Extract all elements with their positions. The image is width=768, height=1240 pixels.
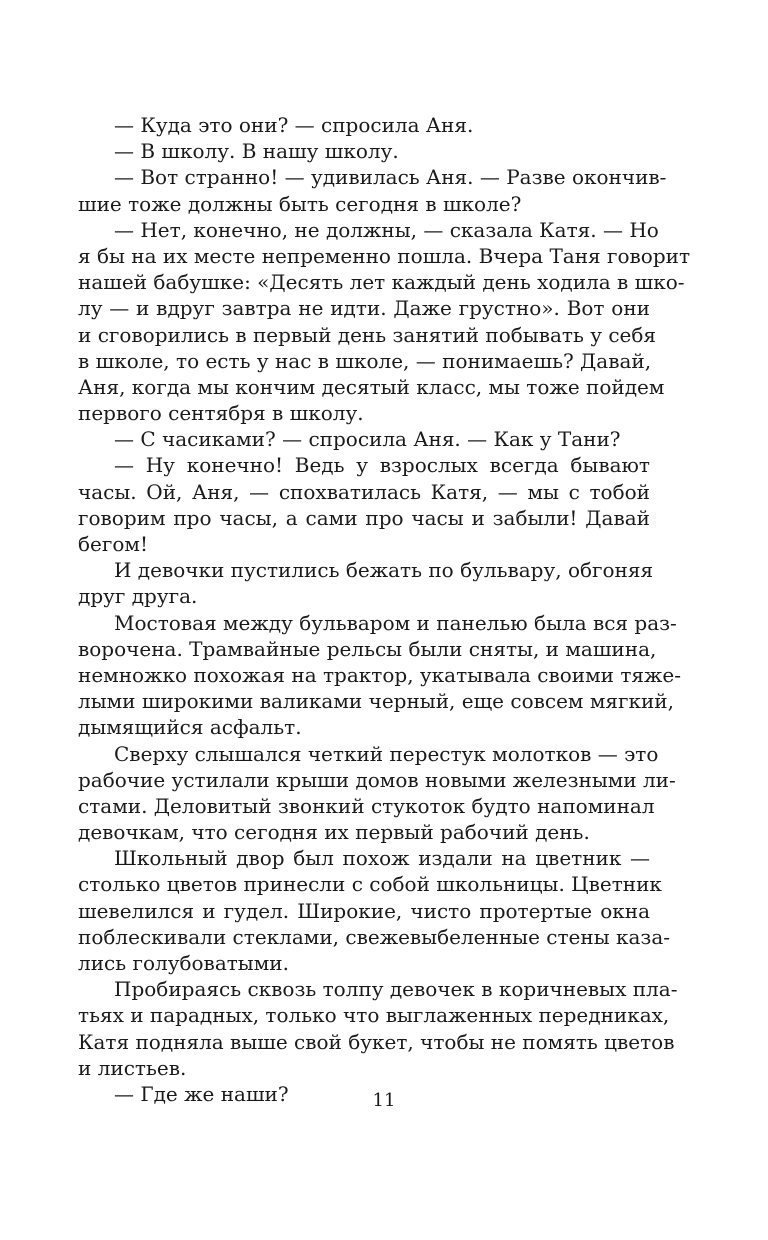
paragraph — [78, 741, 676, 846]
text-line: столько цветов принесли с собой школьницы. Цветник — [78, 872, 662, 897]
text-line: Катя подняла выше свой букет, чтобы не помять цветов — [78, 1029, 675, 1054]
text-line: — Где же наши? — [114, 1081, 289, 1106]
text-line: бегом! — [78, 532, 148, 556]
text-line: первого сентября в школу. — [78, 401, 364, 426]
text-line: Аня, когда мы кончим десятый класс, мы тоже пойдем — [78, 374, 665, 399]
text-line: и сговорились в первый день занятий побывать у себя — [78, 322, 657, 347]
paragraph — [78, 976, 678, 1081]
text-line: — С часиками? — спросила Аня. — Как у Тани? — [114, 427, 621, 452]
paragraph — [78, 845, 671, 976]
text-line: девочкам, что сегодня их первый рабочий день. — [78, 820, 590, 845]
text-line: рабочие устилали крыши домов новыми железными ли- — [78, 767, 676, 792]
text-line: Пробираясь сквозь толпу девочек в коричневых пла- — [114, 977, 678, 1002]
paragraph — [78, 452, 650, 557]
paragraph — [78, 138, 650, 164]
text-line: Сверху слышался четкий перестук молотков — это — [114, 741, 659, 766]
body-text — [78, 112, 691, 1107]
text-line: тьях и парадных, только что выглаженных передниках, — [78, 1003, 670, 1028]
text-line: в школе, то есть у нас в школе, — понимаешь? Давай, — [78, 348, 652, 373]
text-line: дымящийся асфальт. — [78, 715, 302, 740]
text-line: лись голубоватыми. — [78, 951, 289, 975]
text-line: шие тоже должны быть сегодня в школе? — [78, 191, 522, 216]
text-line: — Нет, конечно, не должны, — сказала Катя. — Но — [114, 217, 659, 242]
text-line: говорим про часы, а сами про часы и забыли! Давай — [78, 505, 650, 530]
text-line: нашей бабушке: «Десять лет каждый день ходила в шко- — [78, 270, 685, 295]
paragraph — [78, 112, 650, 138]
text-line: немножко похожая на трактор, укатывала своими тяже- — [78, 662, 681, 687]
text-line: я бы на их месте непременно пошла. Вчера Таня говорит — [78, 243, 691, 268]
text-line: — Куда это они? — спросила Аня. — [114, 113, 474, 137]
text-line: лу — и вдруг завтра не идти. Даже грустно». Вот они — [78, 296, 650, 321]
text-line: — Ну конечно! Ведь у взрослых всегда бывают — [114, 453, 650, 478]
text-line: часы. Ой, Аня, — спохватилась Катя, — мы с тобой — [78, 479, 650, 504]
text-line: — В школу. В нашу школу. — [114, 139, 399, 164]
text-line: и листьев. — [78, 1055, 187, 1080]
text-line: ворочена. Трамвайные рельсы были сняты, и машина, — [78, 636, 657, 661]
paragraph — [78, 610, 681, 741]
text-line: — Вот странно! — удивилась Аня. — Разве окончив- — [114, 165, 667, 190]
page-number: 11 — [372, 1090, 396, 1111]
text-line: друг друга. — [78, 584, 198, 609]
text-line: шевелился и гудел. Широкие, чисто протертые окна — [78, 898, 650, 923]
text-line: И девочки пустились бежать по бульвару, обгоняя — [114, 558, 654, 583]
paragraph — [78, 217, 691, 427]
paragraph — [78, 557, 654, 609]
text-line: поблескивали стеклами, свежевыбеленные стены каза- — [78, 924, 671, 949]
text-line: лыми широкими валиками черный, еще совсем мягкий, — [78, 689, 674, 714]
text-line: Школьный двор был похож издали на цветник — — [114, 846, 650, 871]
text-line: стами. Деловитый звонкий стукоток будто напоминал — [78, 793, 655, 818]
paragraph — [78, 164, 667, 216]
paragraph — [78, 426, 650, 452]
text-line: Мостовая между бульваром и панелью была вся раз- — [114, 610, 677, 635]
